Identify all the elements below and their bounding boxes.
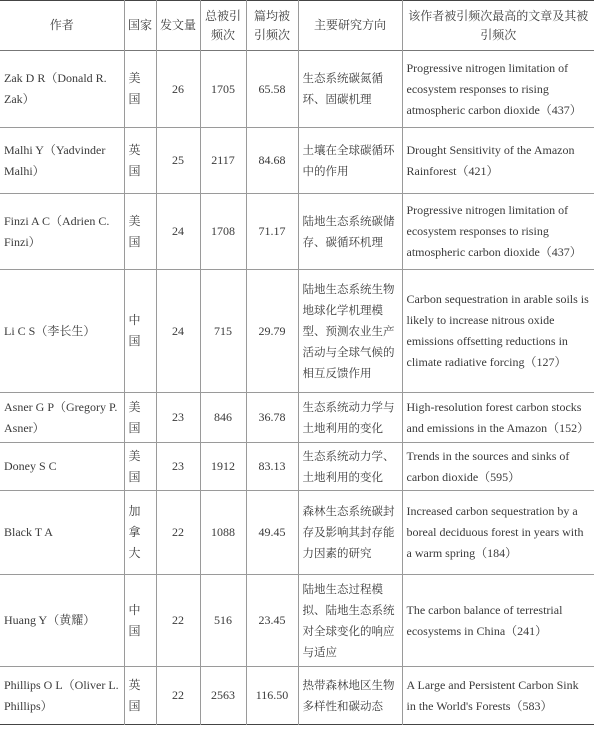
top-article-cell: A Large and Persistent Carbon Sink in the World's Forests（583） bbox=[402, 667, 594, 725]
table-row bbox=[0, 393, 594, 443]
avg-citations-cell: 29.79 bbox=[246, 270, 298, 393]
total-citations-cell: 1708 bbox=[200, 194, 246, 270]
country-cell: 英国 bbox=[124, 128, 156, 194]
top-article-cell: Carbon sequestration in arable soils is likely to increase nitrous oxide emissions offsetting reductions in climate radiative forcing（127） bbox=[402, 270, 594, 393]
avg-citations-cell: 116.50 bbox=[246, 667, 298, 725]
author-cell: Doney S C bbox=[4, 459, 57, 473]
total-citations-cell: 2117 bbox=[200, 128, 246, 194]
research-direction-cell: 陆地生态系统碳储存、碳循环机理 bbox=[298, 194, 402, 270]
table-row bbox=[0, 128, 594, 194]
author-cell: Malhi Y（Yadvinder Malhi） bbox=[4, 142, 106, 178]
country-cell: 加拿大 bbox=[124, 491, 156, 575]
table-row bbox=[0, 491, 594, 575]
author-cell: Zak D R（Donald R. Zak） bbox=[4, 71, 107, 106]
total-citations-cell: 1705 bbox=[200, 51, 246, 128]
total-citations-cell: 846 bbox=[200, 393, 246, 443]
header-total-citations: 总被引频次 bbox=[200, 1, 246, 51]
country-cell: 美国 bbox=[124, 194, 156, 270]
country-cell: 英国 bbox=[124, 667, 156, 725]
avg-citations-cell: 23.45 bbox=[246, 575, 298, 667]
top-article-cell: Progressive nitrogen limitation of ecosystem responses to rising atmospheric carbon dioxide（437） bbox=[402, 194, 594, 270]
author-cell: Huang Y（黄耀） bbox=[4, 613, 96, 627]
papers-cell: 22 bbox=[156, 491, 200, 575]
research-direction-cell: 森林生态系统碳封存及影响其封存能力因素的研究 bbox=[298, 491, 402, 575]
top-article-cell: Increased carbon sequestration by a boreal deciduous forest in years with a warm spring（184） bbox=[402, 491, 594, 575]
research-direction-cell: 热带森林地区生物多样性和碳动态 bbox=[298, 667, 402, 725]
author-cell: Li C S（李长生） bbox=[4, 323, 96, 338]
research-direction-cell: 生态系统动力学与土地利用的变化 bbox=[298, 393, 402, 443]
papers-cell: 23 bbox=[156, 393, 200, 443]
header-country: 国家 bbox=[124, 1, 156, 51]
country-cell: 美国 bbox=[124, 51, 156, 128]
research-direction-cell: 陆地生态过程模拟、陆地生态系统对全球变化的响应与适应 bbox=[298, 575, 402, 667]
papers-cell: 24 bbox=[156, 270, 200, 393]
table-row bbox=[0, 194, 594, 270]
total-citations-cell: 715 bbox=[200, 270, 246, 393]
avg-citations-cell: 83.13 bbox=[246, 443, 298, 491]
total-citations-cell: 516 bbox=[200, 575, 246, 667]
table-row bbox=[0, 51, 594, 128]
country-cell: 中国 bbox=[124, 575, 156, 667]
total-citations-cell: 2563 bbox=[200, 667, 246, 725]
author-cell: Finzi A C（Adrien C. Finzi） bbox=[4, 213, 110, 249]
header-top-article: 该作者被引频次最高的文章及其被引频次 bbox=[402, 1, 594, 51]
table-row bbox=[0, 270, 594, 393]
avg-citations-cell: 49.45 bbox=[246, 491, 298, 575]
top-article-cell: Drought Sensitivity of the Amazon Rainforest（421） bbox=[402, 128, 594, 194]
top-article-cell: Progressive nitrogen limitation of ecosystem responses to rising atmospheric carbon dioxide（437） bbox=[402, 51, 594, 128]
table-header-row bbox=[0, 1, 594, 51]
total-citations-cell: 1912 bbox=[200, 443, 246, 491]
research-direction-cell: 土壤在全球碳循环中的作用 bbox=[298, 128, 402, 194]
author-cell: Phillips O L（Oliver L. Phillips） bbox=[4, 677, 119, 713]
papers-cell: 26 bbox=[156, 51, 200, 128]
author-cell: Asner G P（Gregory P. Asner） bbox=[4, 399, 118, 435]
header-author: 作者 bbox=[49, 18, 74, 32]
avg-citations-cell: 36.78 bbox=[246, 393, 298, 443]
table-row bbox=[0, 667, 594, 725]
papers-cell: 23 bbox=[156, 443, 200, 491]
author-cell: Black T A bbox=[4, 525, 53, 539]
total-citations-cell: 1088 bbox=[200, 491, 246, 575]
papers-cell: 22 bbox=[156, 575, 200, 667]
table-row bbox=[0, 575, 594, 667]
top-article-cell: The carbon balance of terrestrial ecosystems in China（241） bbox=[402, 575, 594, 667]
country-cell: 中国 bbox=[124, 270, 156, 393]
country-cell: 美国 bbox=[124, 443, 156, 491]
research-direction-cell: 陆地生态系统生物地球化学机理模型、预测农业生产活动与全球气候的相互反馈作用 bbox=[298, 270, 402, 393]
avg-citations-cell: 84.68 bbox=[246, 128, 298, 194]
papers-cell: 24 bbox=[156, 194, 200, 270]
papers-cell: 22 bbox=[156, 667, 200, 725]
top-article-cell: High-resolution forest carbon stocks and emissions in the Amazon（152） bbox=[402, 393, 594, 443]
research-direction-cell: 生态系统碳氮循环、固碳机理 bbox=[298, 51, 402, 128]
header-avg-citations: 篇均被引频次 bbox=[246, 1, 298, 51]
header-research-direction: 主要研究方向 bbox=[298, 1, 402, 51]
table-row bbox=[0, 443, 594, 491]
papers-cell: 25 bbox=[156, 128, 200, 194]
avg-citations-cell: 65.58 bbox=[246, 51, 298, 128]
country-cell: 美国 bbox=[124, 393, 156, 443]
top-article-cell: Trends in the sources and sinks of carbon dioxide（595） bbox=[402, 443, 594, 491]
research-direction-cell: 生态系统动力学、土地利用的变化 bbox=[298, 443, 402, 491]
header-papers: 发文量 bbox=[156, 1, 200, 51]
avg-citations-cell: 71.17 bbox=[246, 194, 298, 270]
